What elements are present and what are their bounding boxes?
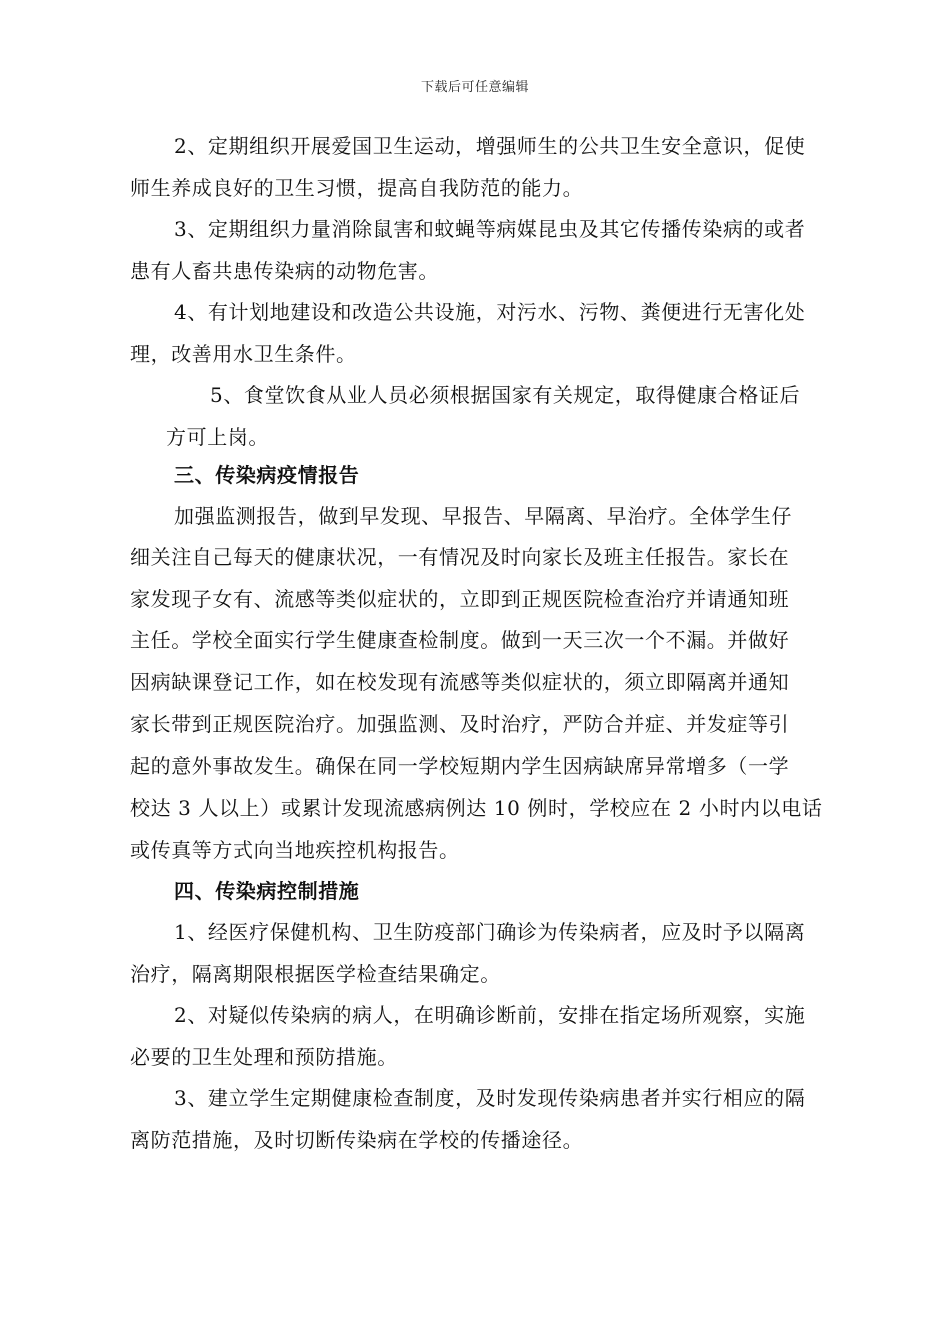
paragraph-line: 家发现子女有、流感等类似症状的，立即到正规医院检查治疗并请通知班: [130, 587, 790, 611]
page-header: 下载后可任意编辑: [420, 80, 529, 95]
paragraph-line: 理，改善用水卫生条件。: [130, 342, 357, 366]
paragraph-line: 3、建立学生定期健康检查制度，及时发现传染病患者并实行相应的隔: [174, 1086, 806, 1110]
paragraph-line: 师生养成良好的卫生习惯，提高自我防范的能力。: [130, 176, 584, 200]
paragraph-line: 患有人畜共患传染病的动物危害。: [130, 259, 439, 283]
paragraph-line: 治疗，隔离期限根据医学检查结果确定。: [130, 962, 501, 986]
section-heading: 三、传染病疫情报告: [174, 463, 360, 487]
paragraph-line: 校达 3 人以上）或累计发现流感病例达 10 例时，学校应在 2 小时内以电话: [130, 796, 823, 820]
paragraph-line: 4、有计划地建设和改造公共设施，对污水、污物、粪便进行无害化处: [174, 300, 806, 324]
paragraph-line: 因病缺课登记工作，如在校发现有流感等类似症状的，须立即隔离并通知: [130, 670, 790, 694]
paragraph-line: 家长带到正规医院治疗。加强监测、及时治疗，严防合并症、并发症等引: [130, 712, 790, 736]
paragraph-line: 加强监测报告，做到早发现、早报告、早隔离、早治疗。全体学生仔: [174, 504, 792, 528]
paragraph-line: 3、定期组织力量消除鼠害和蚊蝇等病媒昆虫及其它传播传染病的或者: [174, 217, 806, 241]
paragraph-line: 方可上岗。: [166, 425, 269, 449]
paragraph-line: 细关注自己每天的健康状况，一有情况及时向家长及班主任报告。家长在: [130, 545, 790, 569]
paragraph-line: 5、食堂饮食从业人员必须根据国家有关规定，取得健康合格证后: [210, 383, 801, 407]
paragraph-line: 或传真等方式向当地疾控机构报告。: [130, 838, 460, 862]
paragraph-line: 离防范措施，及时切断传染病在学校的传播途径。: [130, 1128, 584, 1152]
paragraph-line: 主任。学校全面实行学生健康查检制度。做到一天三次一个不漏。并做好: [130, 628, 790, 652]
paragraph-line: 1、经医疗保健机构、卫生防疫部门确诊为传染病者，应及时予以隔离: [174, 920, 806, 944]
section-heading: 四、传染病控制措施: [174, 879, 360, 903]
paragraph-line: 2、定期组织开展爱国卫生运动，增强师生的公共卫生安全意识，促使: [174, 134, 806, 158]
paragraph-line: 必要的卫生处理和预防措施。: [130, 1045, 398, 1069]
paragraph-line: 2、对疑似传染病的病人，在明确诊断前，安排在指定场所观察，实施: [174, 1003, 806, 1027]
paragraph-line: 起的意外事故发生。确保在同一学校短期内学生因病缺席异常增多（一学: [130, 754, 790, 778]
